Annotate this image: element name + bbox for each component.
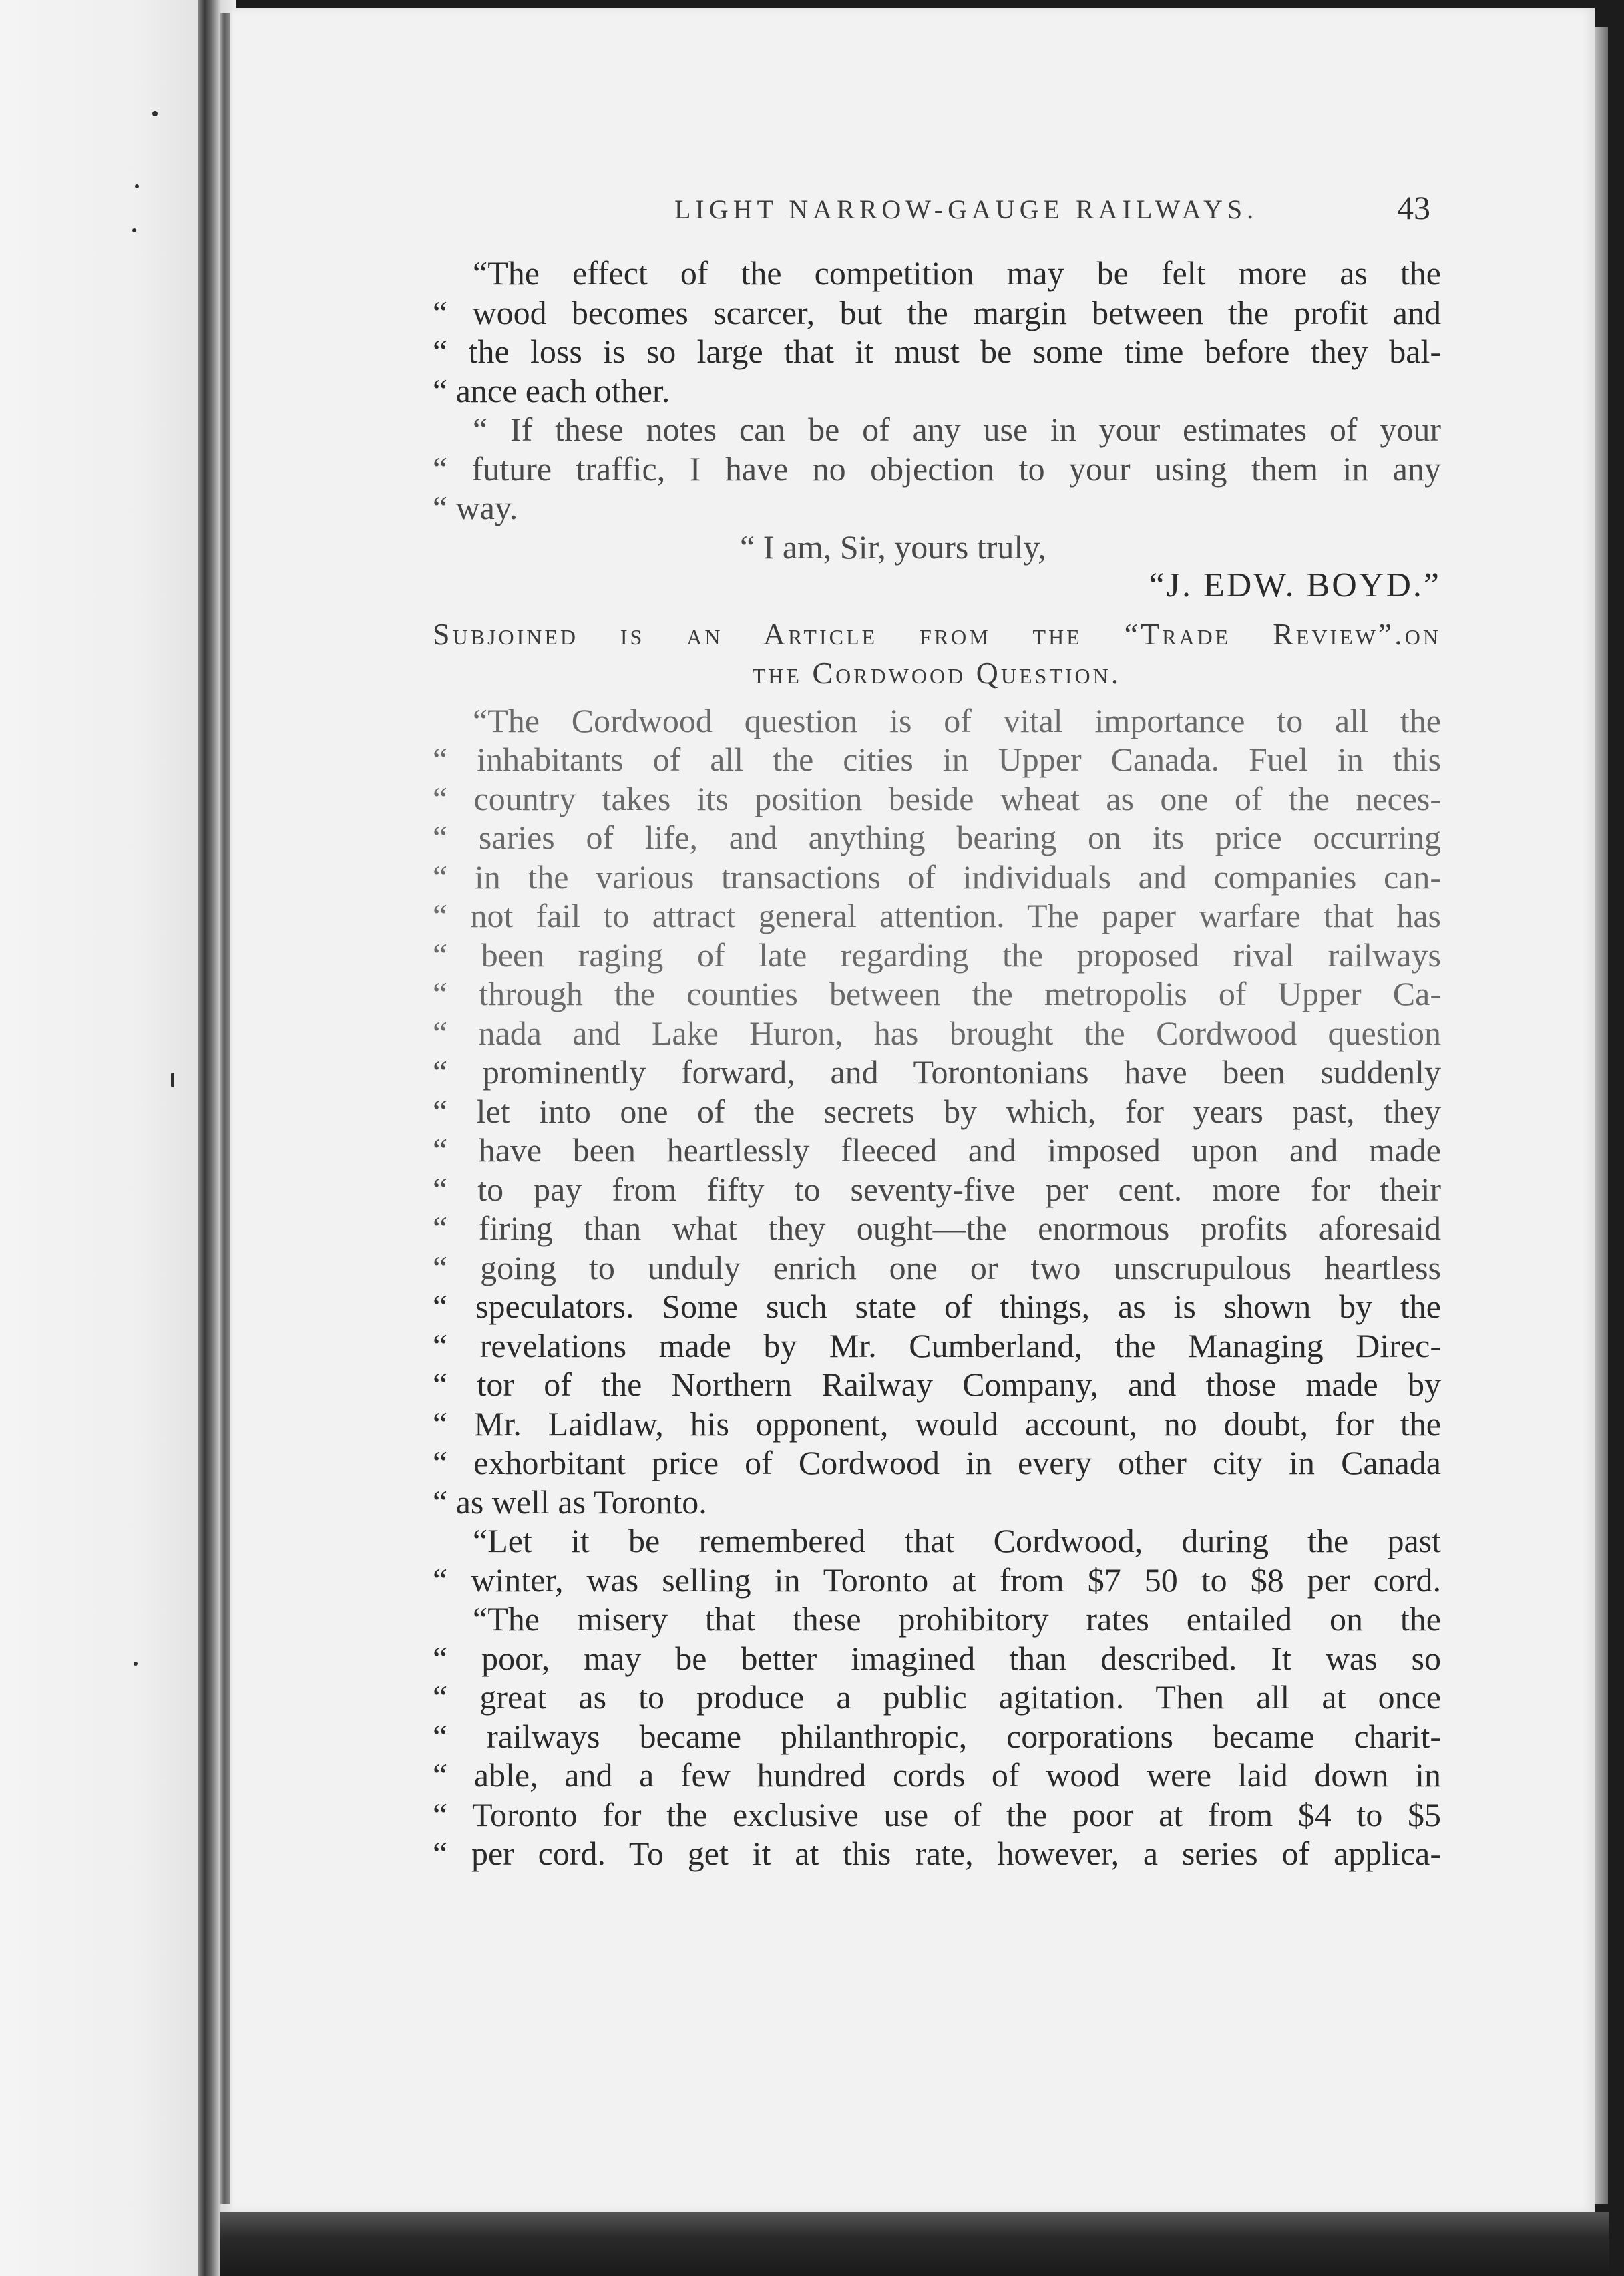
text-line: “ Toronto for the exclusive use of the poor at from $4 to $5 xyxy=(433,1795,1441,1833)
text-line: “ been raging of late regarding the proposed rival railways xyxy=(433,936,1441,974)
text-line: “ able, and a few hundred cords of wood were laid down in xyxy=(433,1756,1441,1794)
text-line: “ in the various transactions of individuals and companies can- xyxy=(433,858,1441,896)
text-line: “ firing than what they ought—the enormous profits aforesaid xyxy=(433,1209,1441,1247)
text-line: “ ance each other. xyxy=(433,371,670,409)
text-line: “ tor of the Northern Railway Company, and those made by xyxy=(433,1366,1441,1403)
letter-signature: “J. EDW. BOYD.” xyxy=(1149,566,1441,604)
paper-speck xyxy=(135,184,139,188)
text-line: “ through the counties between the metropolis of Upper Ca- xyxy=(433,975,1441,1012)
text-line: “ railways became philanthropic, corporations became charit- xyxy=(433,1717,1441,1755)
text-line: “ exhorbitant price of Cordwood in every other city in Canada xyxy=(433,1444,1441,1481)
letter-closing: “ I am, Sir, yours truly, xyxy=(740,528,1046,566)
text-line: “ let into one of the secrets by which, for years past, they xyxy=(433,1092,1441,1130)
text-line: “ speculators. Some such state of things, as is shown by the xyxy=(433,1288,1441,1325)
text-line: “ great as to produce a public agitation. Then all at once xyxy=(433,1678,1441,1716)
text-line: “ revelations made by Mr. Cumberland, the Managing Direc- xyxy=(433,1326,1441,1364)
book-gutter xyxy=(198,0,236,2276)
text-line: “ winter, was selling in Toronto at from $7 50 to $8 per cord. xyxy=(433,1561,1441,1599)
paper-speck xyxy=(171,1073,174,1087)
text-line: “ saries of life, and anything bearing on its price occurring xyxy=(433,819,1441,856)
text-line: “ If these notes can be of any use in your estimates of your xyxy=(473,411,1441,448)
text-line: “ nada and Lake Huron, has brought the Cordwood question xyxy=(433,1014,1441,1052)
binding-shadow xyxy=(220,13,230,2204)
page-edge xyxy=(1595,27,1608,2204)
text-line: “ per cord. To get it at this rate, however, a series of applica- xyxy=(433,1835,1441,1872)
text-line: “ wood becomes scarcer, but the margin between the profit and xyxy=(433,293,1441,331)
text-line: “ the loss is so large that it must be some time before they bal- xyxy=(433,333,1441,370)
body-text xyxy=(433,254,1441,1873)
text-line: “The misery that these prohibitory rates entailed on the xyxy=(473,1600,1441,1638)
text-line: “The Cordwood question is of vital importance to all the xyxy=(473,701,1441,739)
text-line: “ have been heartlessly fleeced and imposed upon and made xyxy=(433,1131,1441,1169)
running-head: LIGHT NARROW-GAUGE RAILWAYS. xyxy=(674,194,1259,224)
paper-speck xyxy=(134,1662,138,1666)
text-line: “ way. xyxy=(433,489,518,526)
article-heading-line-2: the Cordwood Question. xyxy=(752,656,1122,690)
text-line: “ not fail to attract general attention. The paper warfare that has xyxy=(433,897,1441,934)
page-number: 43 xyxy=(1397,189,1430,226)
text-line: “ poor, may be better imagined than described. It was so xyxy=(433,1639,1441,1677)
paper-speck xyxy=(132,228,136,232)
text-line: “ inhabitants of all the cities in Upper Canada. Fuel in this xyxy=(433,741,1441,778)
text-line: “ Mr. Laidlaw, his opponent, would account, no doubt, for the xyxy=(433,1404,1441,1443)
bottom-shadow xyxy=(220,2212,1609,2276)
text-line: “Let it be remembered that Cordwood, during the past xyxy=(473,1522,1441,1559)
text-line: “ to pay from fifty to seventy-five per cent. more for their xyxy=(433,1170,1441,1208)
article-heading-line-1: Subjoined is an Article from the “Trade Review”.on xyxy=(433,616,1441,651)
text-line: “ country takes its position beside wheat as one of the neces- xyxy=(433,779,1441,817)
paper-speck xyxy=(152,111,158,116)
text-line: “ prominently forward, and Torontonians have been suddenly xyxy=(433,1053,1441,1091)
left-page-blank xyxy=(0,0,200,2276)
text-line: “The effect of the competition may be felt more as the xyxy=(473,254,1441,292)
text-line: “ as well as Toronto. xyxy=(433,1483,707,1521)
text-line: “ future traffic, I have no objection to your using them in any xyxy=(433,449,1441,488)
text-line: “ going to unduly enrich one or two unscrupulous heartless xyxy=(433,1248,1441,1286)
